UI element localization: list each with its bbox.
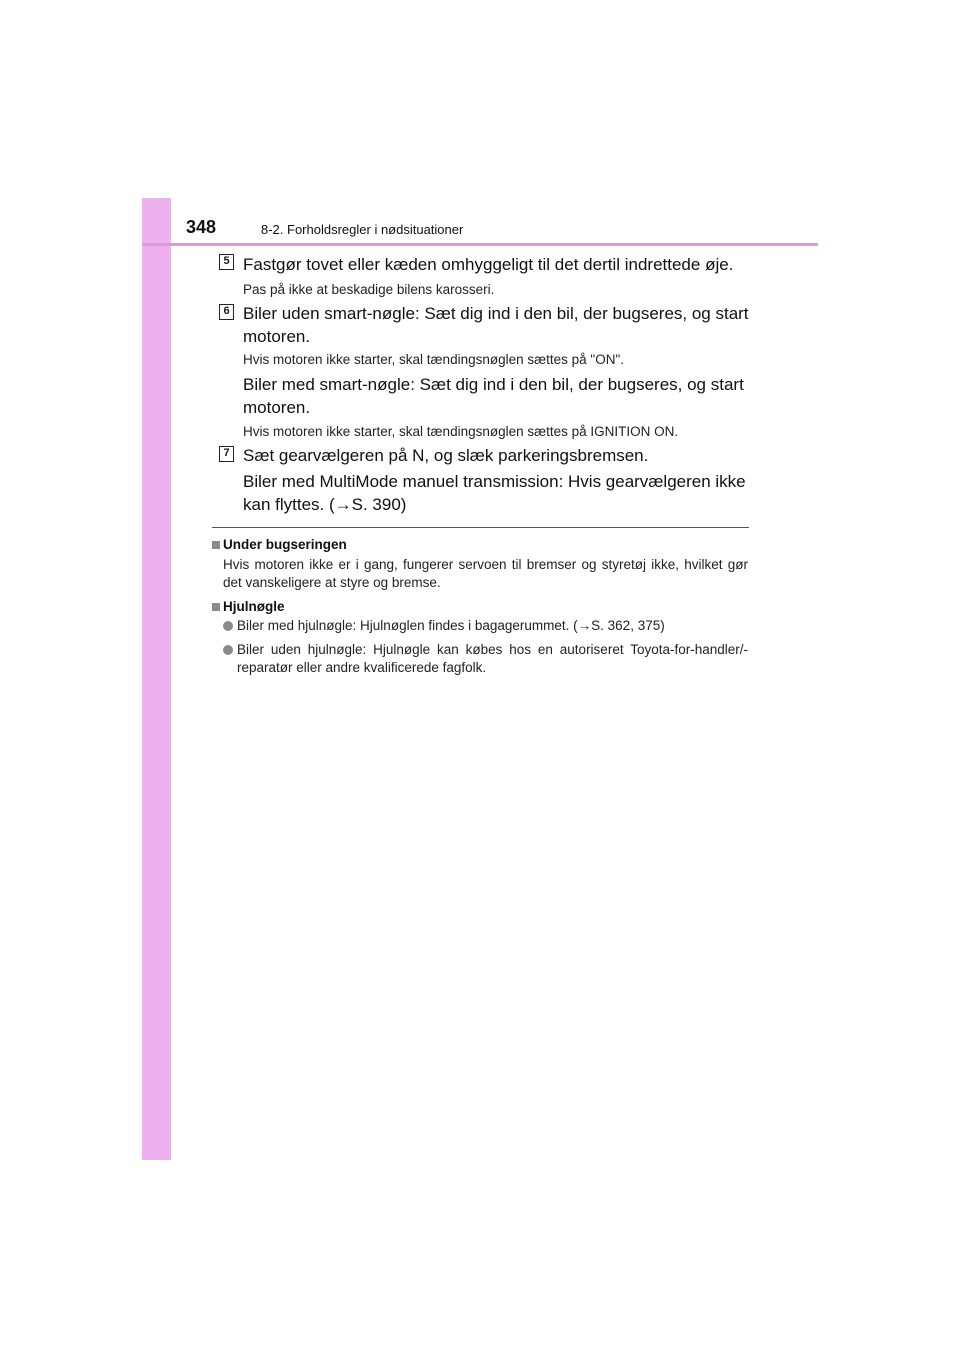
section-title: 8-2. Forholdsregler i nødsituationer [261, 222, 464, 237]
step-badge-7: 7 [219, 446, 234, 462]
step-6-note-b: Hvis motoren ikke starter, skal tændingsnøglen sættes på IGNITION ON. [243, 424, 679, 439]
chapter-sidebar-tab [142, 198, 171, 1160]
round-bullet-icon [223, 621, 233, 631]
step-6-text-b: Biler med smart-nøgle: Sæt dig ind i den bil, der bugseres, og start motoren. [243, 375, 744, 417]
header-rule [142, 243, 818, 246]
step-badge-6: 6 [219, 304, 234, 320]
step-6-text-a: Biler uden smart-nøgle: Sæt dig ind i den bil, der bugseres, og start motoren. [243, 304, 749, 346]
step-5-note: Pas på ikke at beskadige bilens karosseri. [243, 282, 495, 297]
step-6-note-a: Hvis motoren ikke starter, skal tændingsnøglen sættes på "ON". [243, 352, 624, 367]
note-bullet-1: Biler med hjulnøgle: Hjulnøglen findes i bagagerummet. (→S. 362, 375) [237, 618, 665, 633]
square-bullet-icon [212, 541, 220, 549]
square-bullet-icon [212, 603, 220, 611]
note-heading-wrench: Hjulnøgle [223, 599, 285, 614]
section-divider [212, 527, 749, 528]
round-bullet-icon [223, 645, 233, 655]
step-badge-5: 5 [219, 254, 234, 270]
step-7-text: Sæt gearvælgeren på N, og slæk parkeringsbremsen. [243, 446, 649, 465]
step-5-text: Fastgør tovet eller kæden omhyggeligt til det dertil indrettede øje. [243, 255, 734, 274]
step-7-text-b: Biler med MultiMode manuel transmission: Hvis gearvælgeren ikke kan flyttes. (→S. 390) [243, 472, 746, 514]
note-bullet-2: Biler uden hjulnøgle: Hjulnøgle kan købes hos en autoriseret Toyota-for-handler/-reparatør eller andre kvalificerede fagfolk. [237, 642, 748, 675]
page-number: 348 [186, 217, 217, 237]
note-heading-towing: Under bugseringen [223, 537, 347, 552]
note-body-towing: Hvis motoren ikke er i gang, fungerer servoen til bremser og styretøj ikke, hvilket gør det vanskeligere at styre og bremse. [223, 557, 748, 590]
